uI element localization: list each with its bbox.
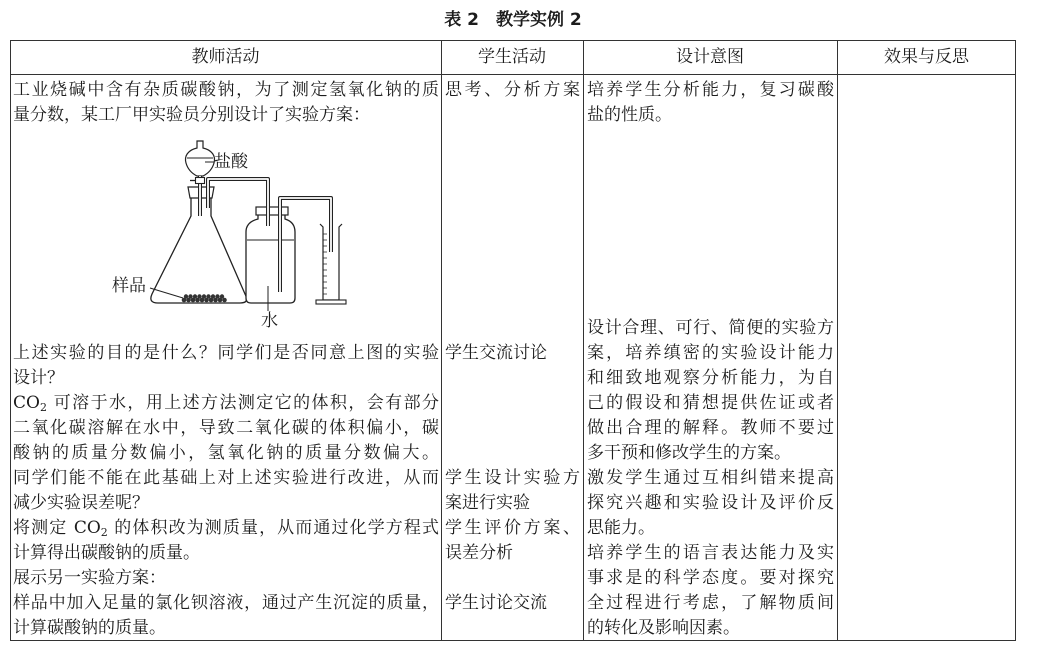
water-bottle — [246, 215, 295, 303]
header-effect-reflection: 效果与反思 — [884, 47, 969, 67]
chem-subscript: 2 — [39, 401, 47, 414]
text-line: 全过程进行考虑，了解物质间 — [587, 593, 834, 613]
bottle-stopper — [256, 207, 288, 215]
text-line: 计算碳酸钠的质量。 — [13, 618, 166, 638]
text-line: 计算得出碳酸钠的质量。 — [13, 543, 200, 563]
text-line: 量分数，某工厂甲实验员分别设计了实验方案： — [13, 105, 370, 125]
text-line: 培养学生的语言表达能力及实 — [587, 543, 834, 563]
text-line: 同学们能不能在此基础上对上述实验进行改进，从而 — [13, 468, 439, 488]
text-line: 案进行实验 — [445, 493, 530, 513]
table-caption: 表 2 教学实例 2 — [444, 10, 582, 30]
teacher-discussion — [13, 341, 439, 641]
label-water: 水 — [261, 311, 278, 331]
text-line: 学生评价方案、 — [445, 518, 580, 538]
text-line — [13, 391, 439, 416]
cylinder-base — [316, 300, 346, 304]
chem-formula: CO — [13, 393, 40, 413]
text-segment: 将测定 — [13, 518, 74, 538]
label-acid: 盐酸 — [214, 152, 248, 172]
student-activity-3 — [445, 466, 580, 566]
text-line: 做出合理的解释。教师不要过 — [587, 418, 834, 438]
column-divider-1 — [441, 40, 442, 641]
text-line: 思考、分析方案 — [445, 80, 580, 100]
chem-subscript: 2 — [100, 526, 108, 539]
text-line: 探究兴趣和实验设计及评价反 — [587, 493, 834, 513]
design-intent-2 — [587, 316, 834, 641]
student-activity-2 — [445, 341, 580, 366]
label-sample: 样品 — [112, 276, 146, 296]
text-line: 减少实验误差呢？ — [13, 493, 149, 513]
text-line: 事求是的科学态度。要对探究 — [587, 568, 834, 588]
text-line: 思能力。 — [587, 518, 655, 538]
text-line: 学生交流讨论 — [445, 343, 547, 363]
student-activity-1 — [445, 78, 580, 103]
text-line: 展示另一实验方案： — [13, 568, 166, 588]
text-line: 案，培养缜密的实验设计能力 — [587, 343, 834, 363]
funnel-stopcock — [196, 178, 205, 184]
text-segment: 的体积改为测质量，从而通过化学方程式 — [107, 518, 439, 538]
text-line: 培养学生分析能力，复习碳酸 — [587, 80, 834, 100]
text-segment: 可溶于水，用上述方法测定它的体积，会有部分 — [46, 393, 439, 413]
text-line: 学生设计实验方 — [445, 468, 580, 488]
text-line: 学生讨论交流 — [445, 593, 547, 613]
header-teacher-activity: 教师活动 — [191, 47, 260, 67]
text-line: 二氧化碳溶解在水中，导致二氧化碳的体积偏小，碳 — [13, 418, 439, 438]
text-line: 激发学生通过互相纠错来提高 — [587, 468, 834, 488]
column-divider-2 — [583, 40, 584, 641]
text-line: 样品中加入足量的氯化钡溶液，通过产生沉淀的质量， — [13, 593, 439, 613]
header-design-intent: 设计意图 — [676, 47, 744, 67]
text-line: 的转化及影响因素。 — [587, 618, 740, 638]
text-line: 己的假设和猜想提供佐证或者 — [587, 393, 834, 413]
text-line: 和细致地观察分析能力，为自 — [587, 368, 834, 388]
text-line — [13, 516, 439, 541]
text-line: 设计？ — [13, 368, 64, 388]
text-line: 设计合理、可行、简便的实验方 — [587, 318, 834, 338]
column-divider-3 — [837, 40, 838, 641]
header-divider — [10, 74, 1016, 75]
design-intent-1 — [587, 78, 834, 128]
text-line: 酸钠的质量分数偏小，氢氧化钠的质量分数偏大。 — [13, 443, 439, 463]
chem-formula: CO — [73, 518, 101, 538]
teacher-intro — [13, 78, 439, 128]
separatory-funnel — [185, 141, 214, 176]
text-line: 工业烧碱中含有杂质碳酸钠，为了测定氢氧化钠的质 — [13, 80, 439, 100]
text-line: 多干预和修改学生的方案。 — [587, 443, 791, 463]
text-line: 上述实验的目的是什么？同学们是否同意上图的实验 — [13, 343, 439, 363]
student-activity-4 — [445, 591, 580, 616]
text-line: 误差分析 — [445, 543, 513, 563]
header-student-activity: 学生活动 — [478, 47, 546, 67]
text-line: 盐的性质。 — [587, 105, 672, 125]
